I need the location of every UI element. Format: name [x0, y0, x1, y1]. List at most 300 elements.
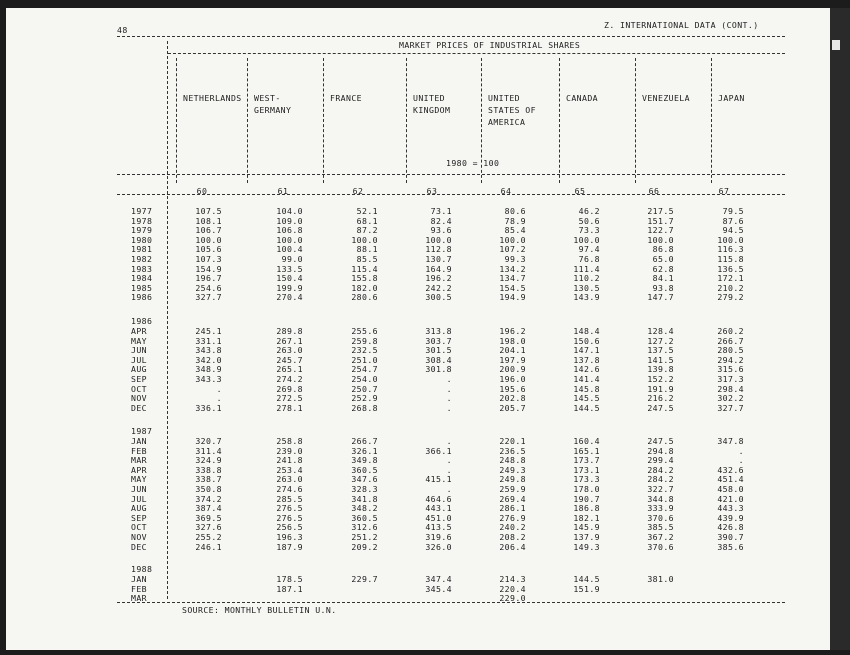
data-cell: . [446, 383, 452, 394]
top-rule [117, 36, 785, 37]
row-label: MAR [131, 593, 147, 604]
data-cell: 370.6 [647, 541, 674, 552]
table-title: MARKET PRICES OF INDUSTRIAL SHARES [399, 40, 581, 50]
data-cell: 145.9 [573, 522, 600, 533]
data-cell: 311.4 [195, 445, 222, 456]
data-cell: 87.6 [722, 215, 744, 226]
data-cell: 100.0 [276, 234, 303, 245]
data-cell: 294.2 [717, 354, 744, 365]
data-cell: 178.0 [573, 484, 600, 494]
data-cell: 130.7 [425, 254, 452, 264]
column-header: UNITED [413, 93, 445, 103]
data-cell: 294.8 [647, 445, 674, 456]
data-cell: . [738, 455, 744, 466]
data-cell: 107.5 [195, 206, 222, 216]
data-cell: 133.5 [276, 263, 303, 274]
data-cell: 327.6 [195, 522, 222, 533]
header-rule [117, 174, 785, 175]
data-cell: 80.6 [504, 206, 526, 216]
data-cell: 253.4 [276, 464, 303, 475]
data-cell: 196.7 [195, 273, 222, 284]
data-cell: 144.5 [573, 402, 600, 413]
data-cell: 144.5 [573, 574, 600, 584]
column-number: 64 [500, 186, 512, 196]
data-cell: 319.6 [425, 532, 452, 542]
title-rule [168, 53, 785, 54]
data-cell: 251.2 [351, 532, 378, 542]
column-number: 66 [648, 186, 660, 196]
column-number: 61 [277, 186, 289, 196]
data-cell: 350.8 [195, 484, 222, 494]
data-cell: 347.8 [717, 436, 744, 446]
data-cell: 308.4 [425, 354, 452, 365]
data-cell: 256.5 [276, 522, 303, 533]
row-label: 1983 [131, 263, 153, 274]
data-cell: 195.6 [499, 383, 526, 394]
row-label: JAN [131, 436, 147, 446]
row-label: 1981 [131, 244, 153, 255]
data-cell: 196.2 [425, 273, 452, 284]
row-label: 1984 [131, 273, 153, 284]
data-cell: 413.5 [425, 522, 452, 533]
data-cell: 200.9 [499, 364, 526, 375]
data-cell: 270.4 [276, 292, 303, 303]
data-cell: 285.5 [276, 493, 303, 504]
data-cell: 100.0 [195, 234, 222, 245]
data-cell: 73.3 [578, 225, 600, 236]
data-cell: 260.2 [717, 326, 744, 336]
data-cell: 110.2 [573, 273, 600, 284]
data-cell: 255.6 [351, 326, 378, 336]
data-cell: 76.8 [578, 254, 600, 264]
data-cell: 82.4 [430, 215, 452, 226]
data-cell: 458.0 [717, 484, 744, 494]
data-cell: 315.6 [717, 364, 744, 375]
data-cell: 259.8 [351, 335, 378, 346]
data-cell: 390.7 [717, 532, 744, 542]
data-cell: 276.9 [499, 512, 526, 523]
data-cell: 173.3 [573, 474, 600, 485]
data-cell: 421.0 [717, 493, 744, 504]
data-cell: 247.5 [647, 436, 674, 446]
row-label: OCT [131, 383, 147, 394]
data-cell: 220.4 [499, 583, 526, 594]
data-cell: 245.7 [276, 354, 303, 365]
data-cell: 198.0 [499, 335, 526, 346]
row-label: FEB [131, 583, 147, 594]
data-cell: 240.2 [499, 522, 526, 533]
data-cell: 312.6 [351, 522, 378, 533]
data-cell: 139.8 [647, 364, 674, 375]
data-cell: 172.1 [717, 273, 744, 284]
data-cell: 439.9 [717, 512, 744, 523]
data-cell: 84.1 [652, 273, 674, 284]
data-cell: 266.7 [351, 436, 378, 446]
data-cell: 137.5 [647, 345, 674, 356]
data-cell: 100.0 [425, 234, 452, 245]
data-cell: 187.9 [276, 541, 303, 552]
data-cell: 284.2 [647, 474, 674, 485]
data-cell: 134.7 [499, 273, 526, 284]
data-cell: 232.5 [351, 345, 378, 356]
data-cell: 105.6 [195, 244, 222, 255]
data-cell: 143.9 [573, 292, 600, 303]
data-cell: 147.1 [573, 345, 600, 356]
data-cell: 245.1 [195, 326, 222, 336]
data-cell: 148.4 [573, 326, 600, 336]
year-label: 1986 [131, 316, 153, 326]
column-header: CANADA [566, 93, 598, 103]
data-cell: 241.8 [276, 455, 303, 466]
data-cell: 194.9 [499, 292, 526, 303]
row-label: SEP [131, 374, 147, 384]
data-cell: 155.8 [351, 273, 378, 284]
column-number: 67 [718, 186, 730, 196]
row-label: 1982 [131, 254, 153, 264]
data-cell: 187.1 [276, 583, 303, 594]
data-cell: 199.9 [276, 282, 303, 293]
page-number: 48 [117, 25, 128, 35]
data-cell: 344.8 [647, 493, 674, 504]
data-cell: 268.8 [351, 402, 378, 413]
data-cell: 331.1 [195, 335, 222, 346]
data-cell: 107.2 [499, 244, 526, 255]
data-cell: . [216, 383, 222, 394]
data-cell: 107.3 [195, 254, 222, 264]
data-cell: 451.0 [425, 512, 452, 523]
data-cell: 52.1 [356, 206, 378, 216]
data-cell: 367.2 [647, 532, 674, 542]
data-cell: 327.7 [195, 292, 222, 303]
data-cell: 115.4 [351, 263, 378, 274]
column-divider [711, 58, 712, 183]
data-cell: 451.4 [717, 474, 744, 485]
data-cell: 111.4 [573, 263, 600, 274]
data-cell: 269.4 [499, 493, 526, 504]
data-cell: 220.1 [499, 436, 526, 446]
data-cell: 443.3 [717, 503, 744, 514]
data-cell: 141.5 [647, 354, 674, 365]
row-label: SEP [131, 512, 147, 523]
data-cell: 284.2 [647, 464, 674, 475]
data-cell: 267.1 [276, 335, 303, 346]
data-cell: 236.5 [499, 445, 526, 456]
row-label: FEB [131, 445, 147, 456]
data-cell: 78.9 [504, 215, 526, 226]
data-cell: 50.6 [578, 215, 600, 226]
data-cell: 85.5 [356, 254, 378, 264]
row-label: MAY [131, 335, 147, 346]
data-cell: 443.1 [425, 503, 452, 514]
data-cell: 106.8 [276, 225, 303, 236]
data-cell: . [738, 445, 744, 456]
data-cell: 274.2 [276, 374, 303, 384]
data-cell: 333.9 [647, 503, 674, 514]
data-cell: 286.1 [499, 503, 526, 514]
data-cell: 242.2 [425, 282, 452, 293]
row-label: 1980 [131, 234, 153, 245]
data-cell: 68.1 [356, 215, 378, 226]
data-cell: . [446, 436, 452, 446]
data-cell: 272.5 [276, 393, 303, 404]
row-label: 1977 [131, 206, 153, 216]
column-header: WEST- [254, 93, 281, 103]
data-cell: 345.4 [425, 583, 452, 594]
data-cell: 134.2 [499, 263, 526, 274]
data-cell: 298.4 [717, 383, 744, 394]
data-cell: 137.9 [573, 532, 600, 542]
data-cell: 278.1 [276, 402, 303, 413]
data-cell: 108.1 [195, 215, 222, 226]
data-cell: 432.6 [717, 464, 744, 475]
data-cell: 254.0 [351, 374, 378, 384]
data-cell: 279.2 [717, 292, 744, 303]
row-label: DEC [131, 541, 147, 552]
row-label: DEC [131, 402, 147, 413]
data-cell: 94.5 [722, 225, 744, 236]
data-cell: 209.2 [351, 541, 378, 552]
data-cell: 250.7 [351, 383, 378, 394]
data-cell: . [446, 455, 452, 466]
column-header-line3: AMERICA [488, 117, 526, 127]
column-number: 62 [352, 186, 364, 196]
row-label: OCT [131, 522, 147, 533]
data-cell: 301.8 [425, 364, 452, 375]
data-cell: 216.2 [647, 393, 674, 404]
data-cell: 137.8 [573, 354, 600, 365]
data-cell: 205.7 [499, 402, 526, 413]
data-cell: 259.9 [499, 484, 526, 494]
data-cell: 127.2 [647, 335, 674, 346]
data-cell: 115.8 [717, 254, 744, 264]
data-cell: 191.9 [647, 383, 674, 394]
bottom-rule [117, 602, 785, 603]
row-label: JUN [131, 484, 147, 494]
data-cell: 374.2 [195, 493, 222, 504]
data-cell: 93.8 [652, 282, 674, 293]
data-cell: 136.5 [717, 263, 744, 274]
column-header: NETHERLANDS [183, 93, 242, 103]
row-label: NOV [131, 532, 147, 542]
data-cell: 249.3 [499, 464, 526, 475]
data-cell: 196.3 [276, 532, 303, 542]
data-cell: 173.7 [573, 455, 600, 466]
data-cell: 387.4 [195, 503, 222, 514]
data-cell: 130.5 [573, 282, 600, 293]
data-cell: . [446, 402, 452, 413]
data-cell: 313.8 [425, 326, 452, 336]
data-cell: 106.7 [195, 225, 222, 236]
column-divider [323, 58, 324, 183]
data-cell: 99.3 [504, 254, 526, 264]
data-cell: 247.5 [647, 402, 674, 413]
row-label: NOV [131, 393, 147, 404]
year-label: 1987 [131, 426, 153, 436]
data-cell: 186.8 [573, 503, 600, 514]
data-cell: 165.1 [573, 445, 600, 456]
data-cell: 142.6 [573, 364, 600, 375]
row-label: APR [131, 326, 147, 336]
data-cell: 338.8 [195, 464, 222, 475]
data-cell: 265.1 [276, 364, 303, 375]
data-cell: 343.3 [195, 374, 222, 384]
data-cell: 426.8 [717, 522, 744, 533]
row-label: JUL [131, 354, 147, 365]
data-cell: 347.6 [351, 474, 378, 485]
data-cell: 145.8 [573, 383, 600, 394]
data-cell: 320.7 [195, 436, 222, 446]
data-cell: 147.7 [647, 292, 674, 303]
data-cell: 252.9 [351, 393, 378, 404]
column-number: 60 [196, 186, 208, 196]
data-cell: 300.5 [425, 292, 452, 303]
data-cell: 263.0 [276, 474, 303, 485]
data-cell: 206.4 [499, 541, 526, 552]
data-cell: 254.7 [351, 364, 378, 375]
data-cell: 141.4 [573, 374, 600, 384]
row-label: APR [131, 464, 147, 475]
data-cell: 128.4 [647, 326, 674, 336]
data-cell: 289.8 [276, 326, 303, 336]
column-header-line2: KINGDOM [413, 105, 451, 115]
data-cell: 145.5 [573, 393, 600, 404]
row-label: JUN [131, 345, 147, 356]
data-cell: 341.8 [351, 493, 378, 504]
data-cell: 326.1 [351, 445, 378, 456]
data-cell: 112.8 [425, 244, 452, 255]
data-cell: 369.5 [195, 512, 222, 523]
column-divider [247, 58, 248, 183]
data-cell: 182.0 [351, 282, 378, 293]
data-cell: 348.9 [195, 364, 222, 375]
row-label: JAN [131, 574, 147, 584]
data-cell: 366.1 [425, 445, 452, 456]
column-number: 65 [574, 186, 586, 196]
data-cell: 302.2 [717, 393, 744, 404]
data-cell: 303.7 [425, 335, 452, 346]
data-cell: 229.7 [351, 574, 378, 584]
year-label: 1988 [131, 564, 153, 574]
base-year-note: 1980 = 100 [446, 158, 500, 168]
data-cell: 274.6 [276, 484, 303, 494]
data-cell: 116.3 [717, 244, 744, 255]
data-cell: 342.0 [195, 354, 222, 365]
document-page [6, 8, 832, 650]
data-cell: 150.6 [573, 335, 600, 346]
data-cell: 239.0 [276, 445, 303, 456]
column-divider [635, 58, 636, 183]
data-cell: 88.1 [356, 244, 378, 255]
data-cell: 360.5 [351, 464, 378, 475]
data-cell: 347.4 [425, 574, 452, 584]
data-cell: 276.5 [276, 512, 303, 523]
data-cell: 280.5 [717, 345, 744, 356]
column-header: VENEZUELA [642, 93, 690, 103]
data-cell: 254.6 [195, 282, 222, 293]
data-cell: . [446, 393, 452, 404]
data-cell: 79.5 [722, 206, 744, 216]
data-cell: 258.8 [276, 436, 303, 446]
data-cell: 210.2 [717, 282, 744, 293]
data-cell: 100.0 [717, 234, 744, 245]
row-label: AUG [131, 364, 147, 375]
data-cell: 196.0 [499, 374, 526, 384]
data-cell: 263.0 [276, 345, 303, 356]
data-cell: . [446, 374, 452, 384]
row-label: 1985 [131, 282, 153, 293]
data-cell: 100.4 [276, 244, 303, 255]
column-header-line2: STATES OF [488, 105, 536, 115]
data-cell: 255.2 [195, 532, 222, 542]
data-cell: 249.8 [499, 474, 526, 485]
row-label: MAY [131, 474, 147, 485]
data-cell: 99.0 [281, 254, 303, 264]
data-cell: 217.5 [647, 206, 674, 216]
scan-tab [832, 40, 840, 50]
source-note: SOURCE: MONTHLY BULLETIN U.N. [182, 605, 337, 615]
data-cell: 385.5 [647, 522, 674, 533]
data-cell: 151.7 [647, 215, 674, 226]
data-cell: 360.5 [351, 512, 378, 523]
column-number: 63 [426, 186, 438, 196]
data-cell: 464.6 [425, 493, 452, 504]
data-cell: 326.0 [425, 541, 452, 552]
data-cell: 204.1 [499, 345, 526, 356]
numbers-rule [117, 194, 785, 195]
data-cell: 197.9 [499, 354, 526, 365]
row-label: MAR [131, 455, 147, 466]
data-cell: 160.4 [573, 436, 600, 446]
data-cell: 65.0 [652, 254, 674, 264]
data-cell: . [216, 393, 222, 404]
data-cell: 385.6 [717, 541, 744, 552]
data-cell: 154.5 [499, 282, 526, 293]
data-cell: 100.0 [351, 234, 378, 245]
data-cell: 322.7 [647, 484, 674, 494]
data-cell: 415.1 [425, 474, 452, 485]
data-cell: 299.4 [647, 455, 674, 466]
data-cell: 208.2 [499, 532, 526, 542]
column-divider [559, 58, 560, 183]
data-cell: 336.1 [195, 402, 222, 413]
data-cell: 370.6 [647, 512, 674, 523]
column-header: FRANCE [330, 93, 362, 103]
data-cell: 251.0 [351, 354, 378, 365]
data-cell: 276.5 [276, 503, 303, 514]
data-cell: 173.1 [573, 464, 600, 475]
row-label: 1986 [131, 292, 153, 303]
data-cell: 93.6 [430, 225, 452, 236]
data-cell: 214.3 [499, 574, 526, 584]
data-cell: 202.8 [499, 393, 526, 404]
data-cell: 349.8 [351, 455, 378, 466]
data-cell: 87.2 [356, 225, 378, 236]
data-cell: 109.0 [276, 215, 303, 226]
data-cell: 73.1 [430, 206, 452, 216]
row-label: AUG [131, 503, 147, 514]
row-label: 1978 [131, 215, 153, 226]
data-cell: 280.6 [351, 292, 378, 303]
data-cell: 381.0 [647, 574, 674, 584]
data-cell: . [446, 484, 452, 494]
data-cell: 154.9 [195, 263, 222, 274]
data-cell: 327.7 [717, 402, 744, 413]
column-header: UNITED [488, 93, 520, 103]
stub-divider [167, 41, 168, 599]
data-cell: 266.7 [717, 335, 744, 346]
running-head: Z. INTERNATIONAL DATA (CONT.) [604, 20, 759, 30]
data-cell: 317.3 [717, 374, 744, 384]
